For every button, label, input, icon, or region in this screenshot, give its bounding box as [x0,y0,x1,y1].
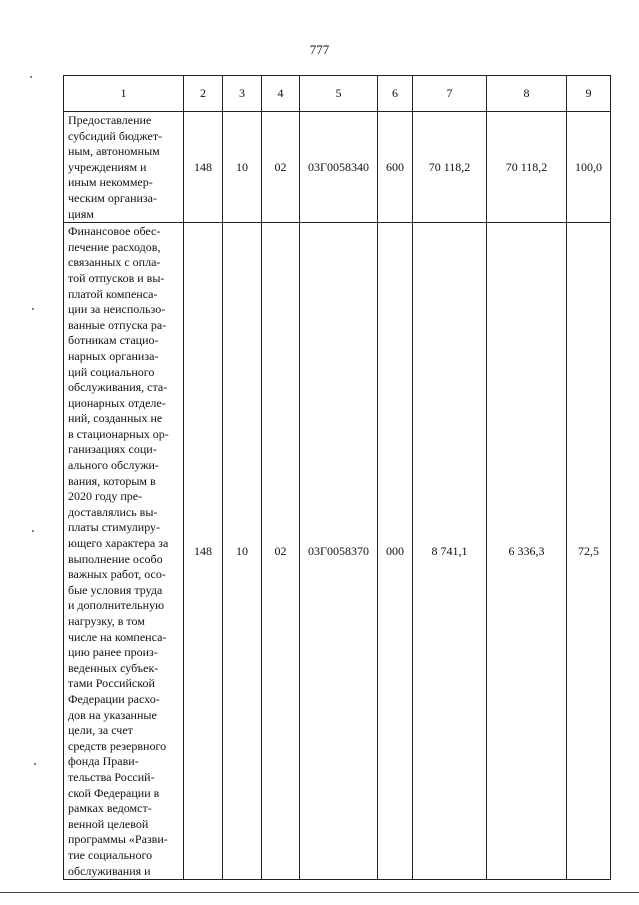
table-row [64,223,611,880]
cell-subsection: 02 [262,112,300,223]
scan-speck [32,530,34,532]
row-description: Финансовое обес- печение расходов, связанных с опла- той отпусков и вы- платой компенса- ции за неиспользо- ванные отпуска ра- ботникам стацио- нарных организа- ций социального обслуживания, ста- ционарных отделе- ний, созданных не в стационарных ор- ганизациях соци- ального обслужи- вания, которым в 2020 году пре- доставлялись вы- платы стимулиру- ющего характера за выполнение особо важных работ, осо- бые условия труда и дополнительную нагрузку, в том числе на компенса- цию ранее произ- веденных субъек- тами Российской Федерации расхо- дов на указанные цели, за счет средств резервного фонда Прави- тельства Россий- ской Федерации в рамках ведомст- венной целевой программы «Разви- тие социального обслуживания и [64,223,184,880]
header-cell: 4 [262,76,300,112]
cell-section: 10 [223,112,262,223]
cell-expense-type: 600 [378,112,413,223]
cell-target-article: 03Г0058340 [300,112,378,223]
header-cell: 5 [300,76,378,112]
header-cell: 2 [184,76,223,112]
cell-expense-type: 000 [378,223,413,880]
cell-subsection: 02 [262,223,300,880]
table-header-row [64,76,611,112]
header-cell: 8 [487,76,567,112]
scan-speck [34,763,36,765]
cell-executed: 70 118,2 [487,112,567,223]
header-cell: 9 [567,76,611,112]
header-cell: 1 [64,76,184,112]
scan-edge-line [0,892,639,893]
header-cell: 7 [413,76,487,112]
page-number: 777 [309,42,330,57]
cell-executed: 6 336,3 [487,223,567,880]
cell-percent: 100,0 [567,112,611,223]
table-row [64,112,611,223]
cell-planned: 70 118,2 [413,112,487,223]
cell-section: 10 [223,223,262,880]
header-cell: 6 [378,76,413,112]
cell-percent: 72,5 [567,223,611,880]
cell-ministry-code: 148 [184,112,223,223]
header-cell: 3 [223,76,262,112]
row-description: Предоставление субсидий бюджет- ным, автономным учреждениям и иным некоммер- ческим организа- циям [64,112,184,223]
scan-speck [32,308,34,310]
budget-table [63,75,611,880]
cell-ministry-code: 148 [184,223,223,880]
cell-planned: 8 741,1 [413,223,487,880]
scan-speck [30,76,32,78]
cell-target-article: 03Г0058370 [300,223,378,880]
